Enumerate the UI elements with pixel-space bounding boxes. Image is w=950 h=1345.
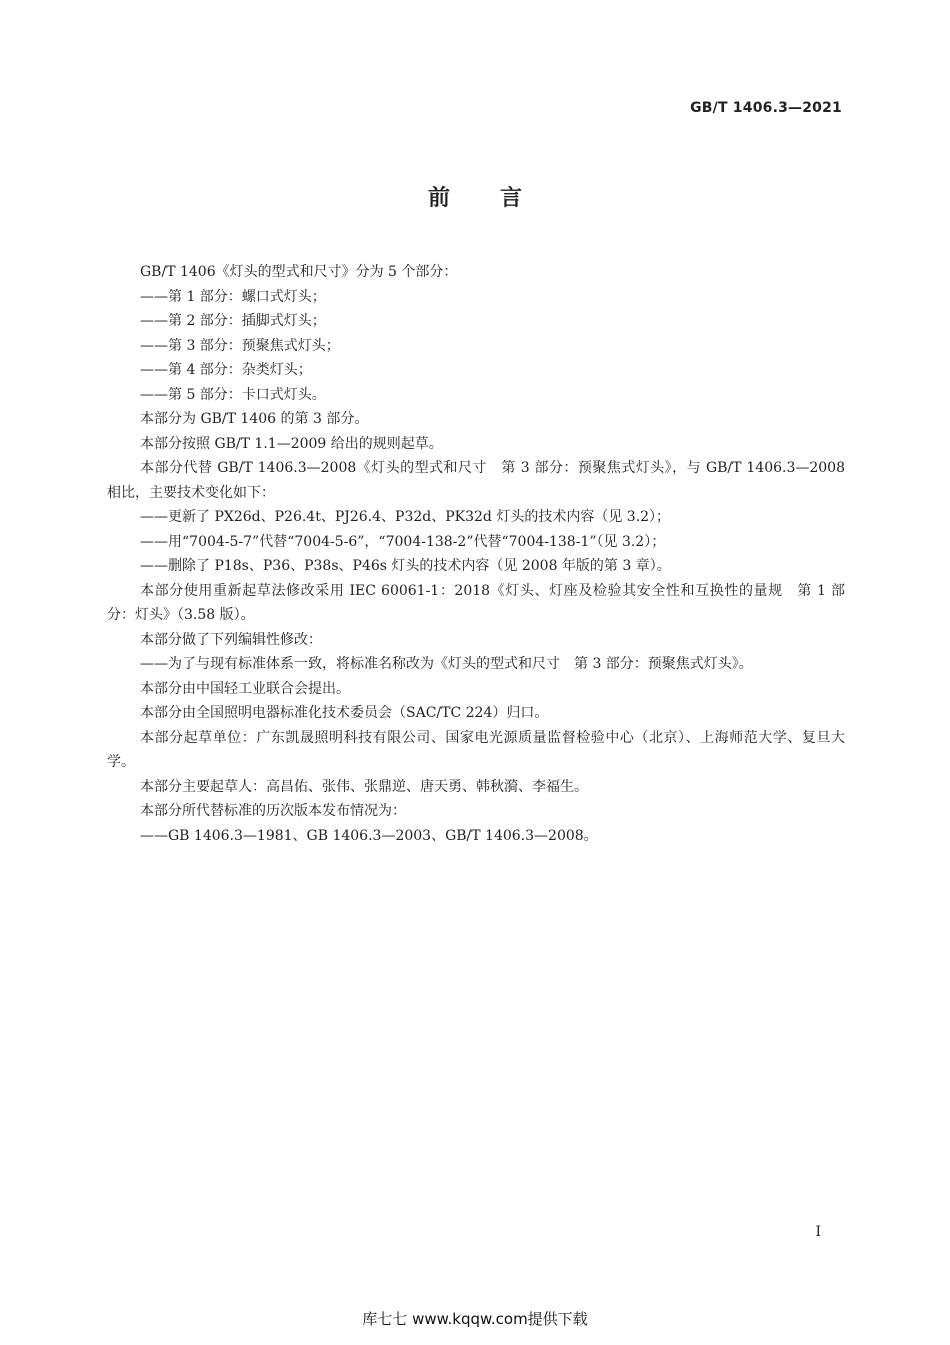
page-number: I <box>815 1224 821 1240</box>
list-item: ——第 5 部分：卡口式灯头。 <box>140 386 326 403</box>
paragraph: 本部分为 GB/T 1406 的第 3 部分。 <box>140 411 369 427</box>
paragraph: GB/T 1406《灯头的型式和尺寸》分为 5 个部分： <box>140 264 458 280</box>
paragraph: 本部分做了下列编辑性修改： <box>140 631 322 648</box>
list-item: ——第 4 部分：杂类灯头； <box>140 362 312 378</box>
paragraph: 本部分起草单位：广东凯晟照明科技有限公司、国家电光源质量监督检验中心（北京）、上海师范大学、复旦大学。 <box>107 729 845 770</box>
foreword-body <box>107 260 845 848</box>
paragraph: 本部分主要起草人：高昌佑、张伟、张鼎逆、唐天勇、韩秋漪、李福生。 <box>140 778 588 795</box>
list-item: ——第 2 部分：插脚式灯头； <box>140 313 326 329</box>
paragraph: 本部分代替 GB/T 1406.3—2008《灯头的型式和尺寸 第 3 部分：预聚焦式灯头》，与 GB/T 1406.3—2008 相比，主要技术变化如下： <box>107 460 845 501</box>
paragraph: 本部分由全国照明电器标准化技术委员会（SAC/TC 224）归口。 <box>140 705 549 721</box>
page-title: 前言 <box>427 186 572 211</box>
list-item: ——删除了 P18s、P36、P38s、P46s 灯头的技术内容（见 2008 年版的第 3 章）。 <box>140 558 671 574</box>
list-item: ——第 3 部分：预聚焦式灯头； <box>140 337 340 354</box>
standard-number: GB/T 1406.3—2021 <box>690 100 842 116</box>
list-item: ——更新了 PX26d、P26.4t、PJ26.4、P32d、PK32d 灯头的技术内容（见 3.2）； <box>140 509 671 525</box>
list-item: ——第 1 部分：螺口式灯头； <box>140 288 326 305</box>
paragraph: 本部分由中国轻工业联合会提出。 <box>140 680 350 697</box>
paragraph: 本部分所代替标准的历次版本发布情况为： <box>140 803 406 819</box>
paragraph: 本部分按照 GB/T 1.1—2009 给出的规则起草。 <box>140 435 443 452</box>
list-item: ——为了与现有标准体系一致，将标准名称改为《灯头的型式和尺寸 第 3 部分：预聚焦式灯头》。 <box>140 656 753 672</box>
list-item: ——GB 1406.3—1981、GB 1406.3—2003、GB/T 1406.3—2008。 <box>140 827 598 844</box>
list-item: ——用“7004-5-7”代替“7004-5-6”，“7004-138-2”代替“7004-138-1”（见 3.2）； <box>140 533 666 550</box>
download-watermark: 库七七 www.kqqw.com提供下载 <box>362 1310 588 1328</box>
paragraph: 本部分使用重新起草法修改采用 IEC 60061-1：2018《灯头、灯座及检验其安全性和互换性的量规 第 1 部分：灯头》（3.58 版）。 <box>107 582 845 623</box>
